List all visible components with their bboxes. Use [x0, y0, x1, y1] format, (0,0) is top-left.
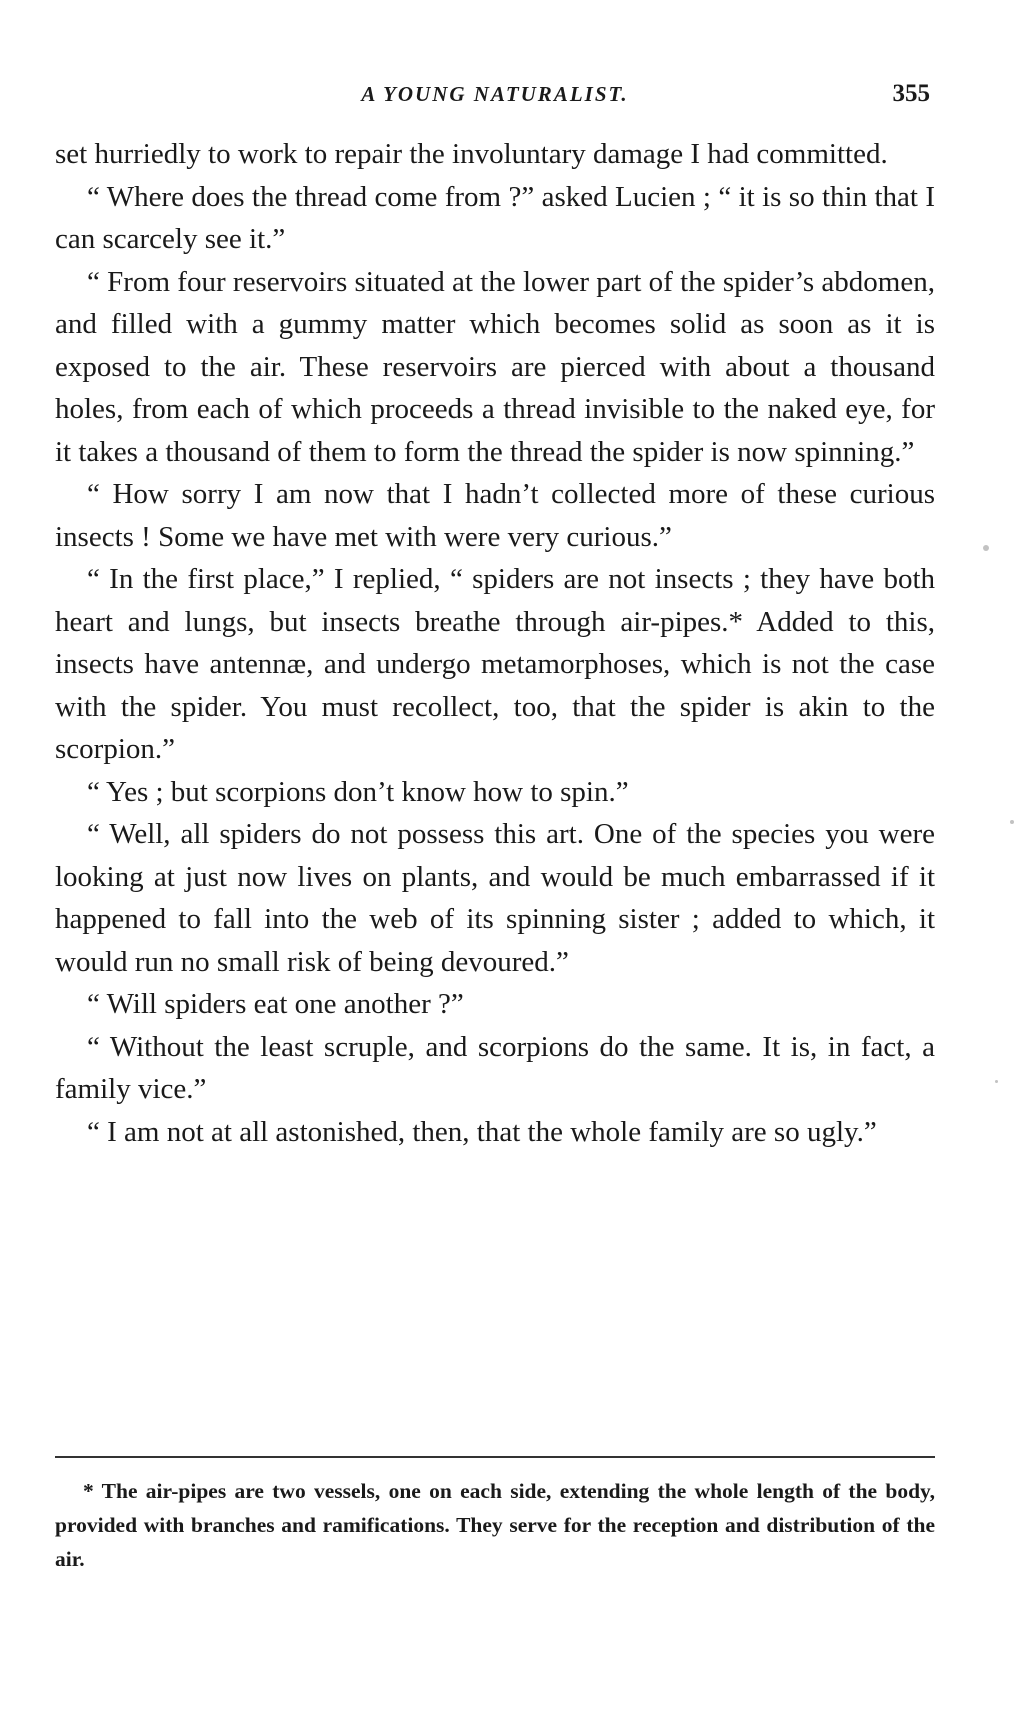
footnote-rule: [55, 1456, 935, 1458]
paragraph-1: set hurriedly to work to repair the involuntary damage I had committed.: [55, 138, 888, 170]
paragraph-7: “ Well, all spiders do not possess this art. One of the species you were looking at just now lives on plants, and would be much embarrassed if it happened to fall into the web of its spinning sister ; added to which, it would run no small risk of being devoured.”: [55, 818, 935, 978]
running-head: [55, 76, 935, 116]
paragraph-4: “ How sorry I am now that I hadn’t collected more of these curious insects ! Some we have met with were very curious.”: [55, 478, 935, 553]
body-text: [55, 133, 935, 1153]
paper-speck: [995, 1080, 998, 1083]
paragraph-6: “ Yes ; but scorpions don’t know how to spin.”: [87, 775, 629, 808]
paragraph-8: “ Will spiders eat one another ?”: [87, 988, 464, 1020]
paragraph-5: “ In the first place,” I replied, “ spiders are not insects ; they have both heart and lungs, but insects breathe through air-pipes.* Added to this, insects have antennæ, and undergo metamorphoses, which is not the case with the spider. You must recollect, too, that the spider is akin to the scorpion.”: [55, 563, 935, 765]
paper-speck: [983, 545, 989, 551]
paragraph-3: “ From four reservoirs situated at the lower part of the spider’s abdomen, and filled with a gummy matter which becomes solid as soon as it is exposed to the air. These reservoirs are pierced with about a thousand holes, from each of which proceeds a thread invisible to the naked eye, for it takes a thousand of them to form the thread the spider is now spinning.”: [55, 265, 935, 468]
running-title: A YOUNG NATURALIST.: [361, 82, 629, 106]
paper-speck: [1010, 820, 1014, 824]
paragraph-2: “ Where does the thread come from ?” asked Lucien ; “ it is so thin that I can scarcely see it.”: [55, 180, 935, 255]
paragraph-9: “ Without the least scruple, and scorpions do the same. It is, in fact, a family vice.”: [55, 1030, 935, 1105]
footnote: * The air-pipes are two vessels, one on each side, extending the whole length of the body, provided with branches and ramifications. They serve for the reception and distribution of the air.: [55, 1479, 935, 1571]
page-number: 355: [892, 80, 930, 107]
paragraph-10: “ I am not at all astonished, then, that the whole family are so ugly.”: [87, 1115, 877, 1148]
